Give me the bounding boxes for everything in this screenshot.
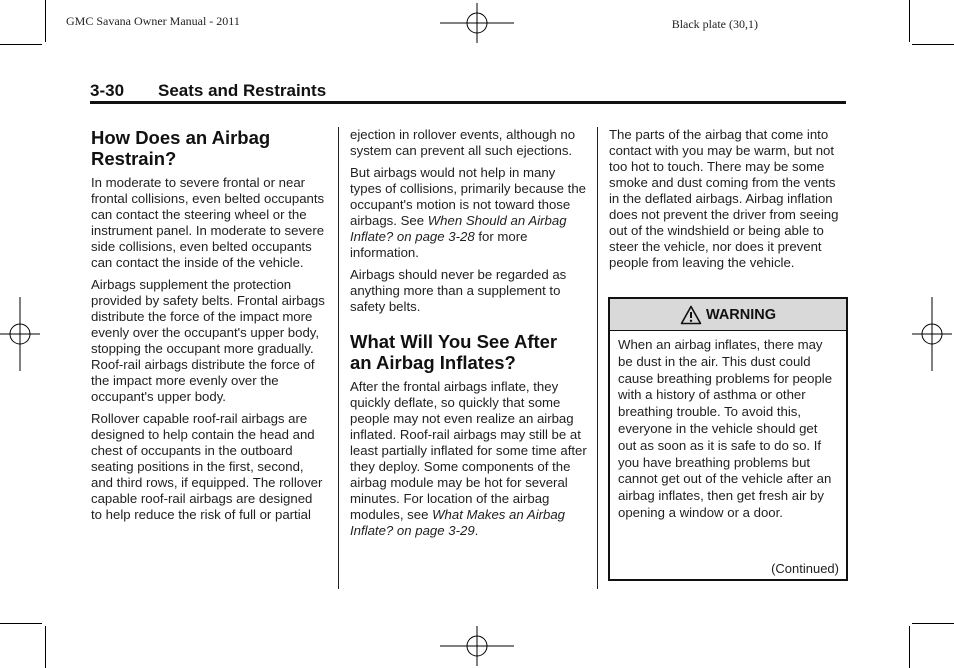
paragraph-text: for more information. xyxy=(350,229,528,260)
plate-slug: Black plate (30,1) xyxy=(671,17,758,31)
column-1 xyxy=(91,127,327,529)
paragraph-text: . xyxy=(474,523,479,538)
cross-reference-link[interactable]: What Makes an Airbag Inflate? on page 3-29 xyxy=(350,507,566,538)
paragraph-text: But airbags would not help in many types of collisions, primarily because the occupant's motion is not toward those airbags. See xyxy=(350,165,587,228)
heading-line: What Will You See After xyxy=(350,331,558,352)
heading-line: How Does an Airbag xyxy=(91,127,271,148)
paragraph: Rollover capable roof-rail airbags are designed to help contain the head and chest of occupants in the outboard seating positions in the first, second, and third rows, if equipped. The rollover capable roof-rail airbags are designed to help reduce the risk of full or partial xyxy=(91,411,323,522)
section-heading xyxy=(350,331,588,373)
warning-header xyxy=(610,299,846,331)
header-rule xyxy=(90,101,846,104)
crop-mark xyxy=(45,0,46,42)
column-divider xyxy=(597,127,598,589)
crop-mark xyxy=(45,626,46,668)
paragraph xyxy=(350,379,588,539)
page-number: 3-30 xyxy=(90,81,125,100)
warning-label: WARNING xyxy=(705,306,777,323)
section-title: Seats and Restraints xyxy=(158,81,327,100)
paragraph: Airbags supplement the protection provided by safety belts. Frontal airbags distribute the force of the impact more evenly over the occupant's upper body, stopping the occupant more gradually. Roof-rail airbags distribute the force of the impact more evenly over the occupant's upper body. xyxy=(91,277,325,404)
crop-mark xyxy=(909,0,910,42)
paragraph-text: After the frontal airbags inflate, they quickly deflate, so quickly that some people may not even realize an airbag inflated. Roof-rail airbags may still be at least partially inflated for some time after they deploy. Some components of the airbag module may be hot for several minutes. For location of the airbag modules, see xyxy=(350,379,587,522)
column-3 xyxy=(609,127,847,277)
section-heading xyxy=(91,127,327,169)
crop-mark xyxy=(912,44,954,45)
crop-mark xyxy=(0,623,42,624)
registration-mark-icon xyxy=(912,297,952,371)
heading-line: an Airbag Inflates? xyxy=(350,352,516,373)
paragraph xyxy=(350,165,588,261)
column-divider xyxy=(338,127,339,589)
registration-mark-icon xyxy=(0,297,40,371)
column-2 xyxy=(350,127,588,545)
registration-mark-icon xyxy=(440,3,514,43)
warning-triangle-icon xyxy=(680,305,702,325)
crop-mark xyxy=(0,44,42,45)
heading-line: Restrain? xyxy=(91,148,177,169)
running-head xyxy=(90,80,846,102)
paragraph: Airbags should never be regarded as anything more than a supplement to safety belts. xyxy=(350,267,567,314)
paragraph: ejection in rollover events, although no system can prevent all such ejections. xyxy=(350,127,576,158)
cross-reference-link[interactable]: When Should an Airbag Inflate? on page 3-28 xyxy=(350,213,567,244)
paragraph: The parts of the airbag that come into contact with you may be warm, but not too hot to touch. There may be some smoke and dust coming from the vents in the deflated airbags. Airbag inflation does not prevent the driver from seeing out of the windshield or being able to steer the vehicle, nor does it prevent people from leaving the vehicle. xyxy=(609,127,839,270)
manual-slug: GMC Savana Owner Manual - 2011 xyxy=(66,14,240,28)
warning-text: When an airbag inflates, there may be dust in the air. This dust could cause breathing problems for people with a history of asthma or other breathing trouble. To avoid this, everyone in the vehicle should get out as soon as it is safe to do so. If you have breathing problems but cannot get out of the vehicle after an airbag inflates, then get fresh air by opening a window or a door. xyxy=(618,337,833,520)
warning-box xyxy=(608,297,848,581)
paragraph: In moderate to severe frontal or near frontal collisions, even belted occupants can contact the steering wheel or the instrument panel. In moderate to severe side collisions, even belted occupants can contact the inside of the vehicle. xyxy=(91,175,325,270)
continued-note: (Continued) xyxy=(771,561,839,576)
registration-mark-icon xyxy=(440,626,514,666)
crop-mark xyxy=(909,626,910,668)
crop-mark xyxy=(912,623,954,624)
